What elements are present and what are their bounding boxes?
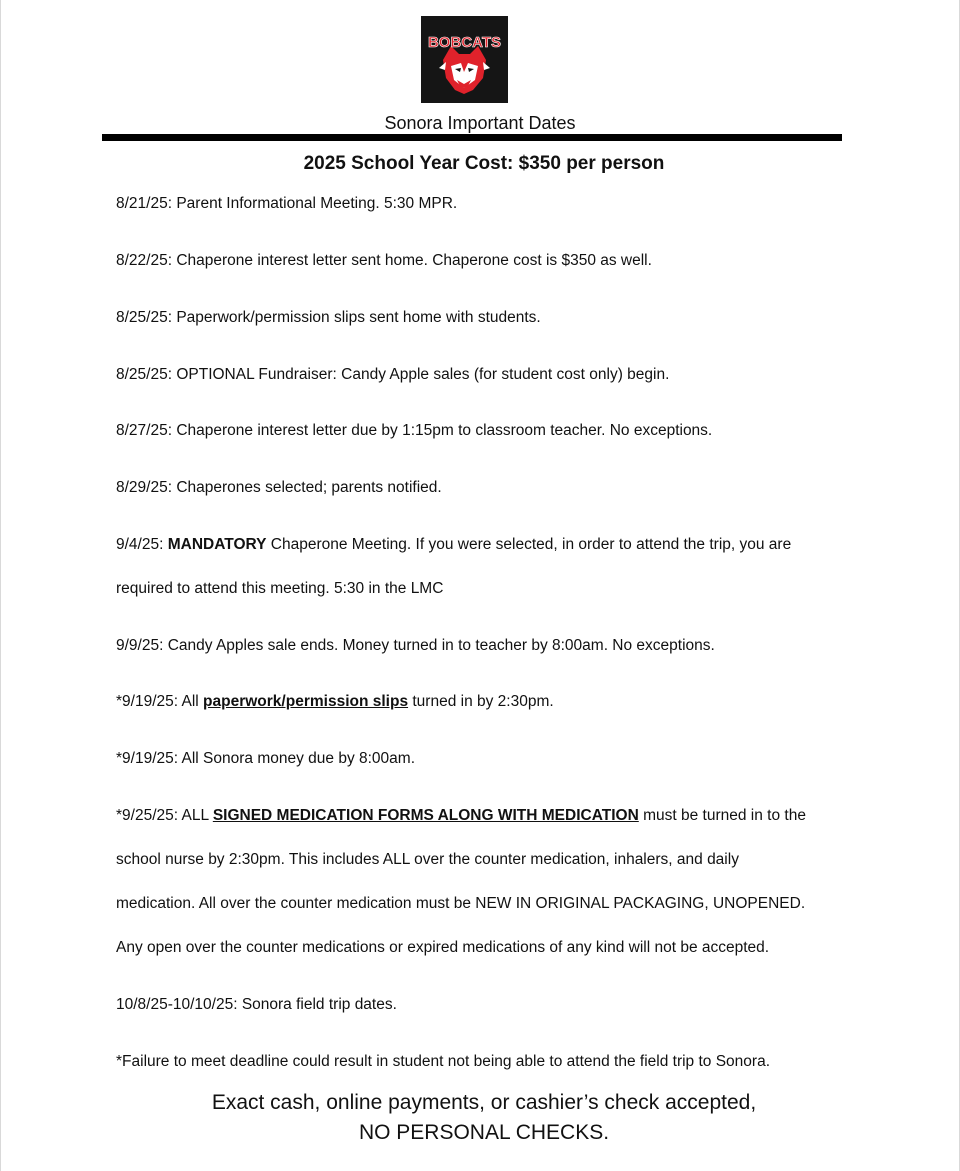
list-item: 10/8/25-10/10/25: Sonora field trip dates.: [116, 996, 397, 1013]
page-edge: [0, 0, 1, 1171]
logo-text: BOBCATS: [427, 34, 502, 51]
payment-note-line: Exact cash, online payments, or cashier’s check accepted,: [211, 1091, 757, 1114]
list-item-continuation: medication. All over the counter medication must be NEW IN ORIGINAL PACKAGING, UNOPENED.: [116, 895, 806, 912]
payment-note: [0, 1088, 960, 1148]
mandatory-emphasis: MANDATORY: [167, 536, 267, 553]
list-item: 8/22/25: Chaperone interest letter sent home. Chaperone cost is $350 as well.: [116, 252, 652, 269]
paperwork-emphasis: paperwork/permission slips: [203, 693, 409, 710]
list-item: 8/25/25: Paperwork/permission slips sent home with students.: [116, 309, 541, 326]
list-item: [116, 535, 791, 555]
list-item: 8/27/25: Chaperone interest letter due by 1:15pm to classroom teacher. No exceptions.: [116, 422, 713, 439]
item-text: turned in by 2:30pm.: [408, 693, 554, 710]
item-prefix: *9/25/25: ALL: [116, 807, 213, 824]
page-title: Sonora Important Dates: [384, 113, 576, 133]
list-item: [116, 806, 806, 826]
item-text: Chaperone Meeting. If you were selected, in order to attend the trip, you are: [266, 536, 792, 553]
title-divider: [102, 134, 842, 141]
list-item: *9/19/25: All Sonora money due by 8:00am.: [116, 750, 416, 767]
item-prefix: 9/4/25:: [116, 536, 168, 553]
bobcats-logo: [421, 16, 508, 103]
list-item-continuation: Any open over the counter medications or expired medications of any kind will not be accepted.: [116, 939, 770, 956]
bobcat-mascot-icon: [421, 16, 508, 103]
list-item-continuation: required to attend this meeting. 5:30 in the LMC: [116, 580, 444, 597]
list-item: [116, 692, 554, 712]
list-item: 9/9/25: Candy Apples sale ends. Money turned in to teacher by 8:00am. No exceptions.: [116, 637, 715, 654]
item-text: must be turned in to the: [638, 807, 806, 824]
medication-emphasis: SIGNED MEDICATION FORMS ALONG WITH MEDICATION: [212, 807, 639, 824]
list-item-continuation: school nurse by 2:30pm. This includes ALL over the counter medication, inhalers, and daily: [116, 851, 739, 868]
deadline-note: *Failure to meet deadline could result in student not being able to attend the field trip to Sonora.: [116, 1053, 771, 1070]
list-item: 8/21/25: Parent Informational Meeting. 5:30 MPR.: [116, 195, 458, 212]
cost-heading: 2025 School Year Cost: $350 per person: [303, 153, 665, 174]
item-prefix: *9/19/25: All: [116, 693, 204, 710]
payment-note-line: NO PERSONAL CHECKS.: [358, 1121, 610, 1144]
list-item: 8/25/25: OPTIONAL Fundraiser: Candy Apple sales (for student cost only) begin.: [116, 366, 670, 383]
list-item: 8/29/25: Chaperones selected; parents notified.: [116, 479, 442, 496]
